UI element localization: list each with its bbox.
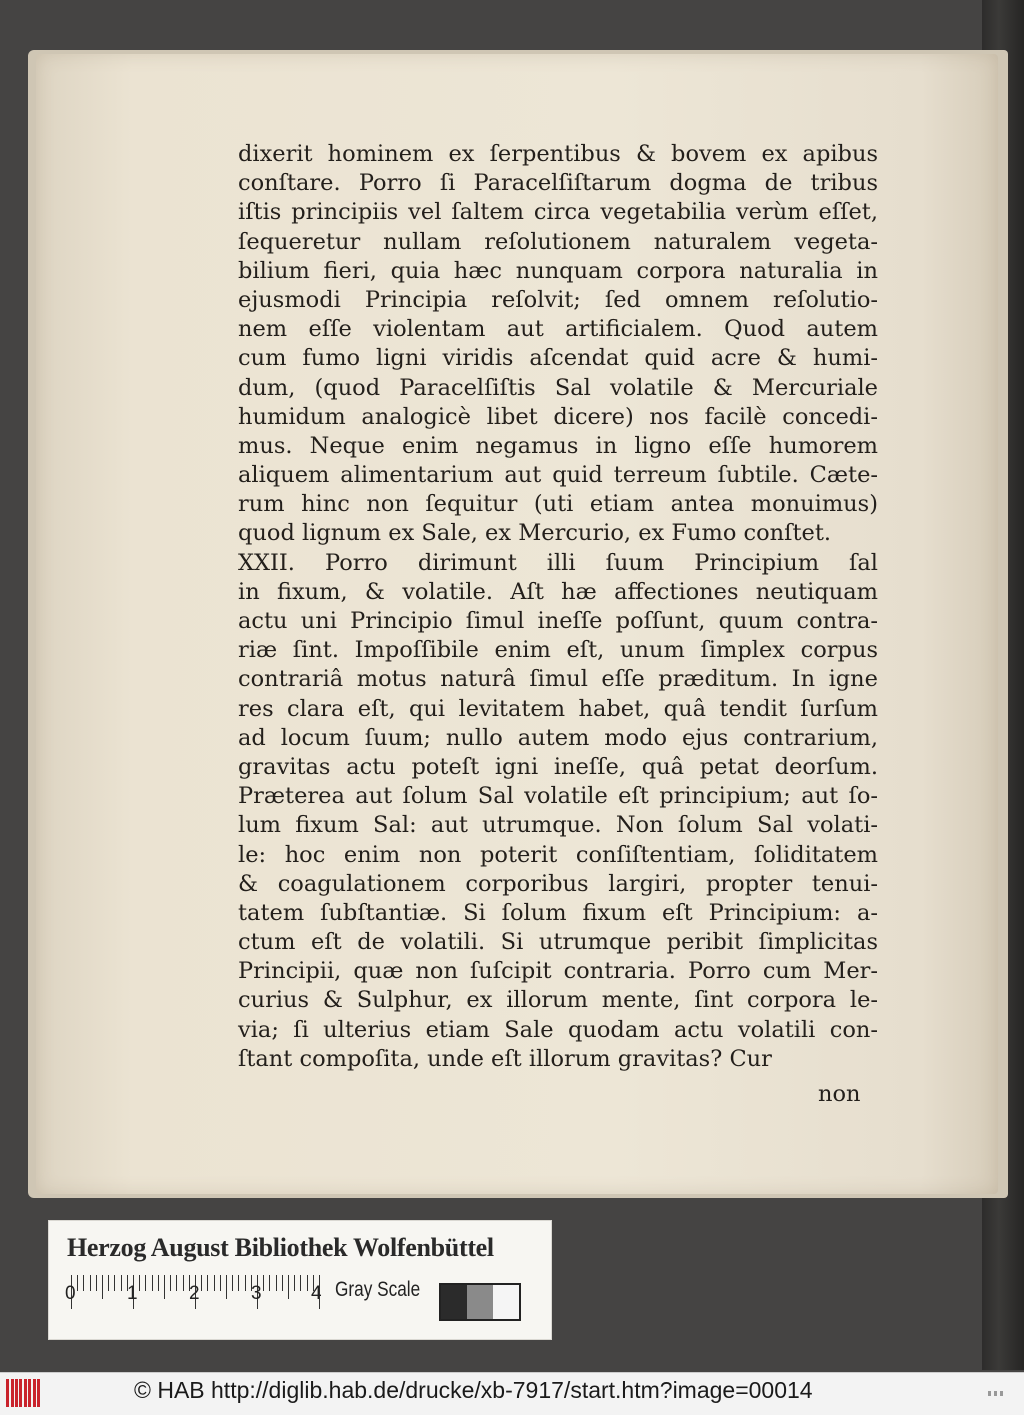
text-line: contrariâ motus naturâ ſimul eſſe præditum. In igne [238,666,878,693]
gray-scale-swatches [439,1283,521,1321]
ruler-tick [102,1275,103,1299]
ruler-tick [307,1275,308,1291]
scale-number: 1 [127,1283,138,1304]
text-line: Præterea aut ſolum Sal volatile eſt principium; aut ſo- [238,783,878,810]
ruler-tick [183,1275,184,1291]
ruler-tick [77,1275,78,1291]
text-line: nem eſſe violentam aut artificialem. Quod autem [238,316,878,343]
ruler-tick [114,1275,115,1291]
logo-bar [24,1379,27,1407]
ruler-tick [164,1275,165,1299]
text-line: le: hoc enim non poterit conſiſtentiam, ſoliditatem [238,841,878,868]
gray-swatch [467,1285,493,1319]
ruler-tick [276,1275,277,1291]
ruler-tick [201,1275,202,1291]
text-line: dixerit hominem ex ſerpentibus & bovem ex apibus [238,141,878,167]
text-line: ad locum ſuum; nullo autem modo ejus contrarium, [238,724,878,751]
text-line: in fixum, & volatile. Aſt hæ affectiones neutiquam [238,578,878,605]
ruler-tick [214,1275,215,1291]
scale-ruler [71,1275,371,1315]
ruler-tick [269,1275,270,1291]
text-line: gravitas actu poteſt igni ineſſe, quâ petat deorſum. [238,753,878,780]
text-line: XXII. Porro dirimunt illi ſuum Principium ſal [238,549,878,576]
text-line: via; ſi ulterius etiam Sale quodam actu volatili con- [238,1016,878,1043]
ruler-tick [108,1275,109,1291]
ruler-tick [152,1275,153,1291]
text-line: iſtis principiis vel ſaltem circa vegetabilia verùm eſſet, [238,199,878,226]
copyright-url[interactable]: © HAB http://diglib.hab.de/drucke/xb-7917/start.htm?image=00014 [134,1377,813,1403]
menu-dots-icon[interactable] [988,1391,1008,1397]
hab-barcode-logo-icon [6,1379,42,1407]
logo-bar [11,1379,14,1407]
text-line: riæ ſint. Impoſſibile enim eſt, unum ſimplex corpus [238,637,878,664]
ruler-tick [96,1275,97,1291]
library-title: Herzog August Bibliothek Wolfenbüttel [67,1233,494,1262]
text-line: Principii, quæ non ſuſcipit contraria. Porro cum Mer- [238,958,878,985]
footer-bar [0,1372,1024,1415]
ruler-tick [83,1275,84,1291]
ruler-tick [145,1275,146,1291]
ruler-tick [288,1275,289,1299]
text-line: quod lignum ex Sale, ex Mercurio, ex Fumo conſtet. [238,520,832,547]
scale-number: 0 [65,1283,76,1304]
text-line: dum, (quod Paracelſiſtis Sal volatile & Mercuriale [238,374,878,401]
text-line: actu uni Principio ſimul ineſſe poſſunt, quum contra- [238,608,878,634]
text-line: & coagulationem corporibus largiri, propter tenui- [238,870,878,897]
ruler-tick [176,1275,177,1291]
ruler-tick [226,1275,227,1299]
ruler-tick [170,1275,171,1291]
ruler-tick [158,1275,159,1291]
ruler-tick [245,1275,246,1291]
text-line: humidum analogicè libet dicere) nos facilè concedi- [238,403,878,430]
text-line: ejusmodi Principia reſolvit; ſed omnem reſolutio- [238,286,878,313]
ruler-tick [220,1275,221,1291]
ruler-tick [139,1275,140,1291]
text-line: mus. Neque enim negamus in ligno eſſe humorem [238,432,878,459]
text-line: bilium fieri, quia hæc nunquam corpora naturalia in [238,257,878,284]
logo-bar [6,1379,9,1407]
scale-number: 3 [251,1283,262,1304]
ruler-tick [238,1275,239,1291]
text-line: lum fixum Sal: aut utrumque. Non ſolum Sal volati- [238,812,878,839]
logo-bar [37,1379,40,1407]
ruler-tick [263,1275,264,1291]
ruler-tick [207,1275,208,1291]
scale-number: 2 [189,1283,200,1304]
page-text [238,140,878,1074]
ruler-tick [90,1275,91,1291]
logo-bar [15,1379,18,1407]
ruler-tick [282,1275,283,1291]
text-line: ſtant compoſita, unde eſt illorum gravitas? Cur [238,1045,772,1072]
text-line: ctum eſt de volatili. Si utrumque peribit ſimplicitas [238,929,878,956]
text-line: curius & Sulphur, ex illorum mente, ſint corpora le- [238,987,878,1014]
library-color-card [48,1220,552,1340]
text-line: ſequeretur nullam reſolutionem naturalem vegeta- [238,228,878,255]
ruler-tick [121,1275,122,1291]
gray-swatch [493,1285,519,1319]
text-line: aliquem alimentarium aut quid terreum ſubtile. Cæte- [238,462,878,489]
ruler-tick [300,1275,301,1291]
text-line: conſtare. Porro ſi Paracelſiſtarum dogma de tribus [238,170,878,197]
text-line: tatem ſubſtantiæ. Si ſolum fixum eſt Principium: a- [238,899,878,926]
text-line: res clara eſt, qui levitatem habet, quâ tendit ſurſum [238,695,878,722]
scale-number: 4 [311,1283,322,1304]
catchword: non [818,1081,861,1107]
logo-bar [28,1379,31,1407]
gray-swatch [441,1285,467,1319]
ruler-tick [294,1275,295,1291]
logo-bar [33,1379,36,1407]
text-line: cum fumo ligni viridis aſcendat quid acre & humi- [238,345,878,372]
logo-bar [19,1379,22,1407]
gray-scale-label: Gray Scale [335,1278,421,1301]
text-line: rum hinc non ſequitur (uti etiam antea monuimus) [238,491,878,518]
ruler-tick [232,1275,233,1291]
